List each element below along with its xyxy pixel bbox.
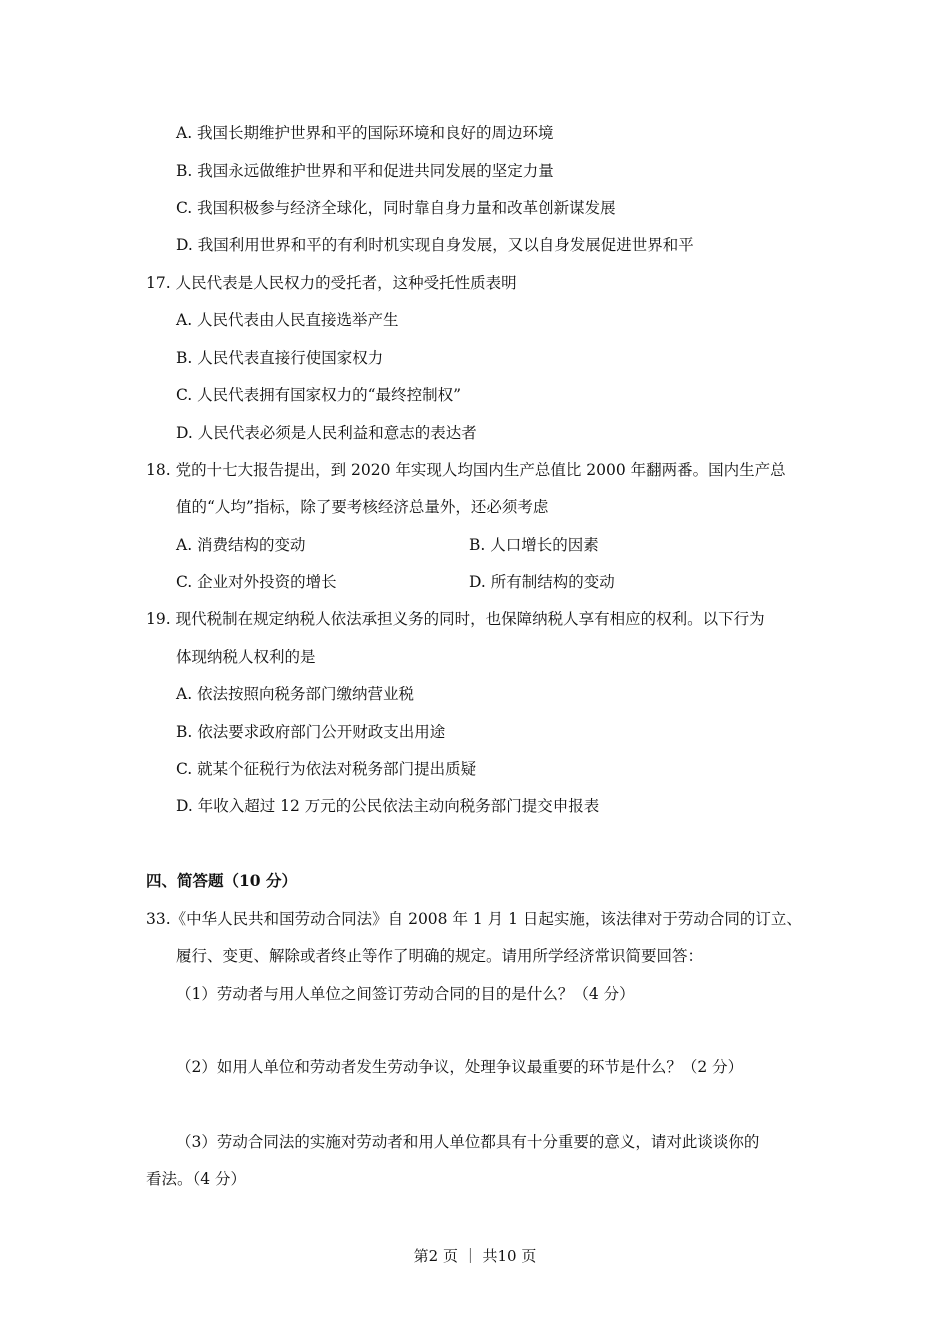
q33-stem-line2: 履行、变更、解除或者终止等作了明确的规定。请用所学经济常识简要回答： bbox=[176, 947, 704, 965]
q16-option-a: A. 我国长期维护世界和平的国际环境和良好的周边环境 bbox=[176, 124, 554, 142]
q19-stem-line2: 体现纳税人权利的是 bbox=[176, 648, 316, 666]
q16-option-d: D. 我国利用世界和平的有利时机实现自身发展，又以自身发展促进世界和平 bbox=[176, 236, 694, 254]
q17-option-a: A. 人民代表由人民直接选举产生 bbox=[176, 311, 399, 329]
q19-option-a: A. 依法按照向税务部门缴纳营业税 bbox=[176, 685, 415, 703]
q18-option-d: D. 所有制结构的变动 bbox=[469, 573, 615, 591]
q19-stem-line1: 19. 现代税制在规定纳税人依法承担义务的同时，也保障纳税人享有相应的权利。以下行为 bbox=[146, 610, 765, 628]
section-heading: 四、简答题（10 分） bbox=[146, 871, 297, 890]
q17-option-d: D. 人民代表必须是人民利益和意志的表达者 bbox=[176, 424, 477, 442]
q17-option-c: C. 人民代表拥有国家权力的“最终控制权” bbox=[176, 386, 462, 404]
q33-subquestion-1: （1）劳动者与用人单位之间签订劳动合同的目的是什么？（4 分） bbox=[176, 985, 635, 1003]
q18-stem-line1: 18. 党的十七大报告提出，到 2020 年实现人均国内生产总值比 2000 年翻两番。国内生产总 bbox=[146, 461, 786, 479]
q17-option-b: B. 人民代表直接行使国家权力 bbox=[176, 349, 384, 367]
q19-option-d: D. 年收入超过 12 万元的公民依法主动向税务部门提交申报表 bbox=[176, 797, 600, 815]
q18-option-b: B. 人口增长的因素 bbox=[469, 536, 599, 554]
q19-option-c: C. 就某个征税行为依法对税务部门提出质疑 bbox=[176, 760, 477, 778]
q18-stem-line2: 值的“人均”指标，除了要考核经济总量外，还必须考虑 bbox=[176, 498, 549, 516]
q33-stem-line1: 33.《中华人民共和国劳动合同法》自 2008 年 1 月 1 日起实施，该法律对于劳动合同的订立、 bbox=[146, 910, 802, 928]
q33-subquestion-2: （2）如用人单位和劳动者发生劳动争议，处理争议最重要的环节是什么？（2 分） bbox=[176, 1058, 744, 1076]
page-footer: 第2 页 ｜ 共10 页 bbox=[413, 1247, 537, 1265]
q16-option-b: B. 我国永远做维护世界和平和促进共同发展的坚定力量 bbox=[176, 162, 554, 180]
q19-option-b: B. 依法要求政府部门公开财政支出用途 bbox=[176, 723, 446, 741]
q17-stem: 17. 人民代表是人民权力的受托者，这种受托性质表明 bbox=[146, 274, 517, 292]
q33-subquestion-3-line1: （3）劳动合同法的实施对劳动者和用人单位都具有十分重要的意义，请对此谈谈你的 bbox=[176, 1133, 760, 1151]
q18-option-c: C. 企业对外投资的增长 bbox=[176, 573, 337, 591]
q16-option-c: C. 我国积极参与经济全球化，同时靠自身力量和改革创新谋发展 bbox=[176, 199, 616, 217]
q18-option-a: A. 消费结构的变动 bbox=[176, 536, 306, 554]
q33-subquestion-3-line2: 看法。（4 分） bbox=[146, 1170, 247, 1188]
